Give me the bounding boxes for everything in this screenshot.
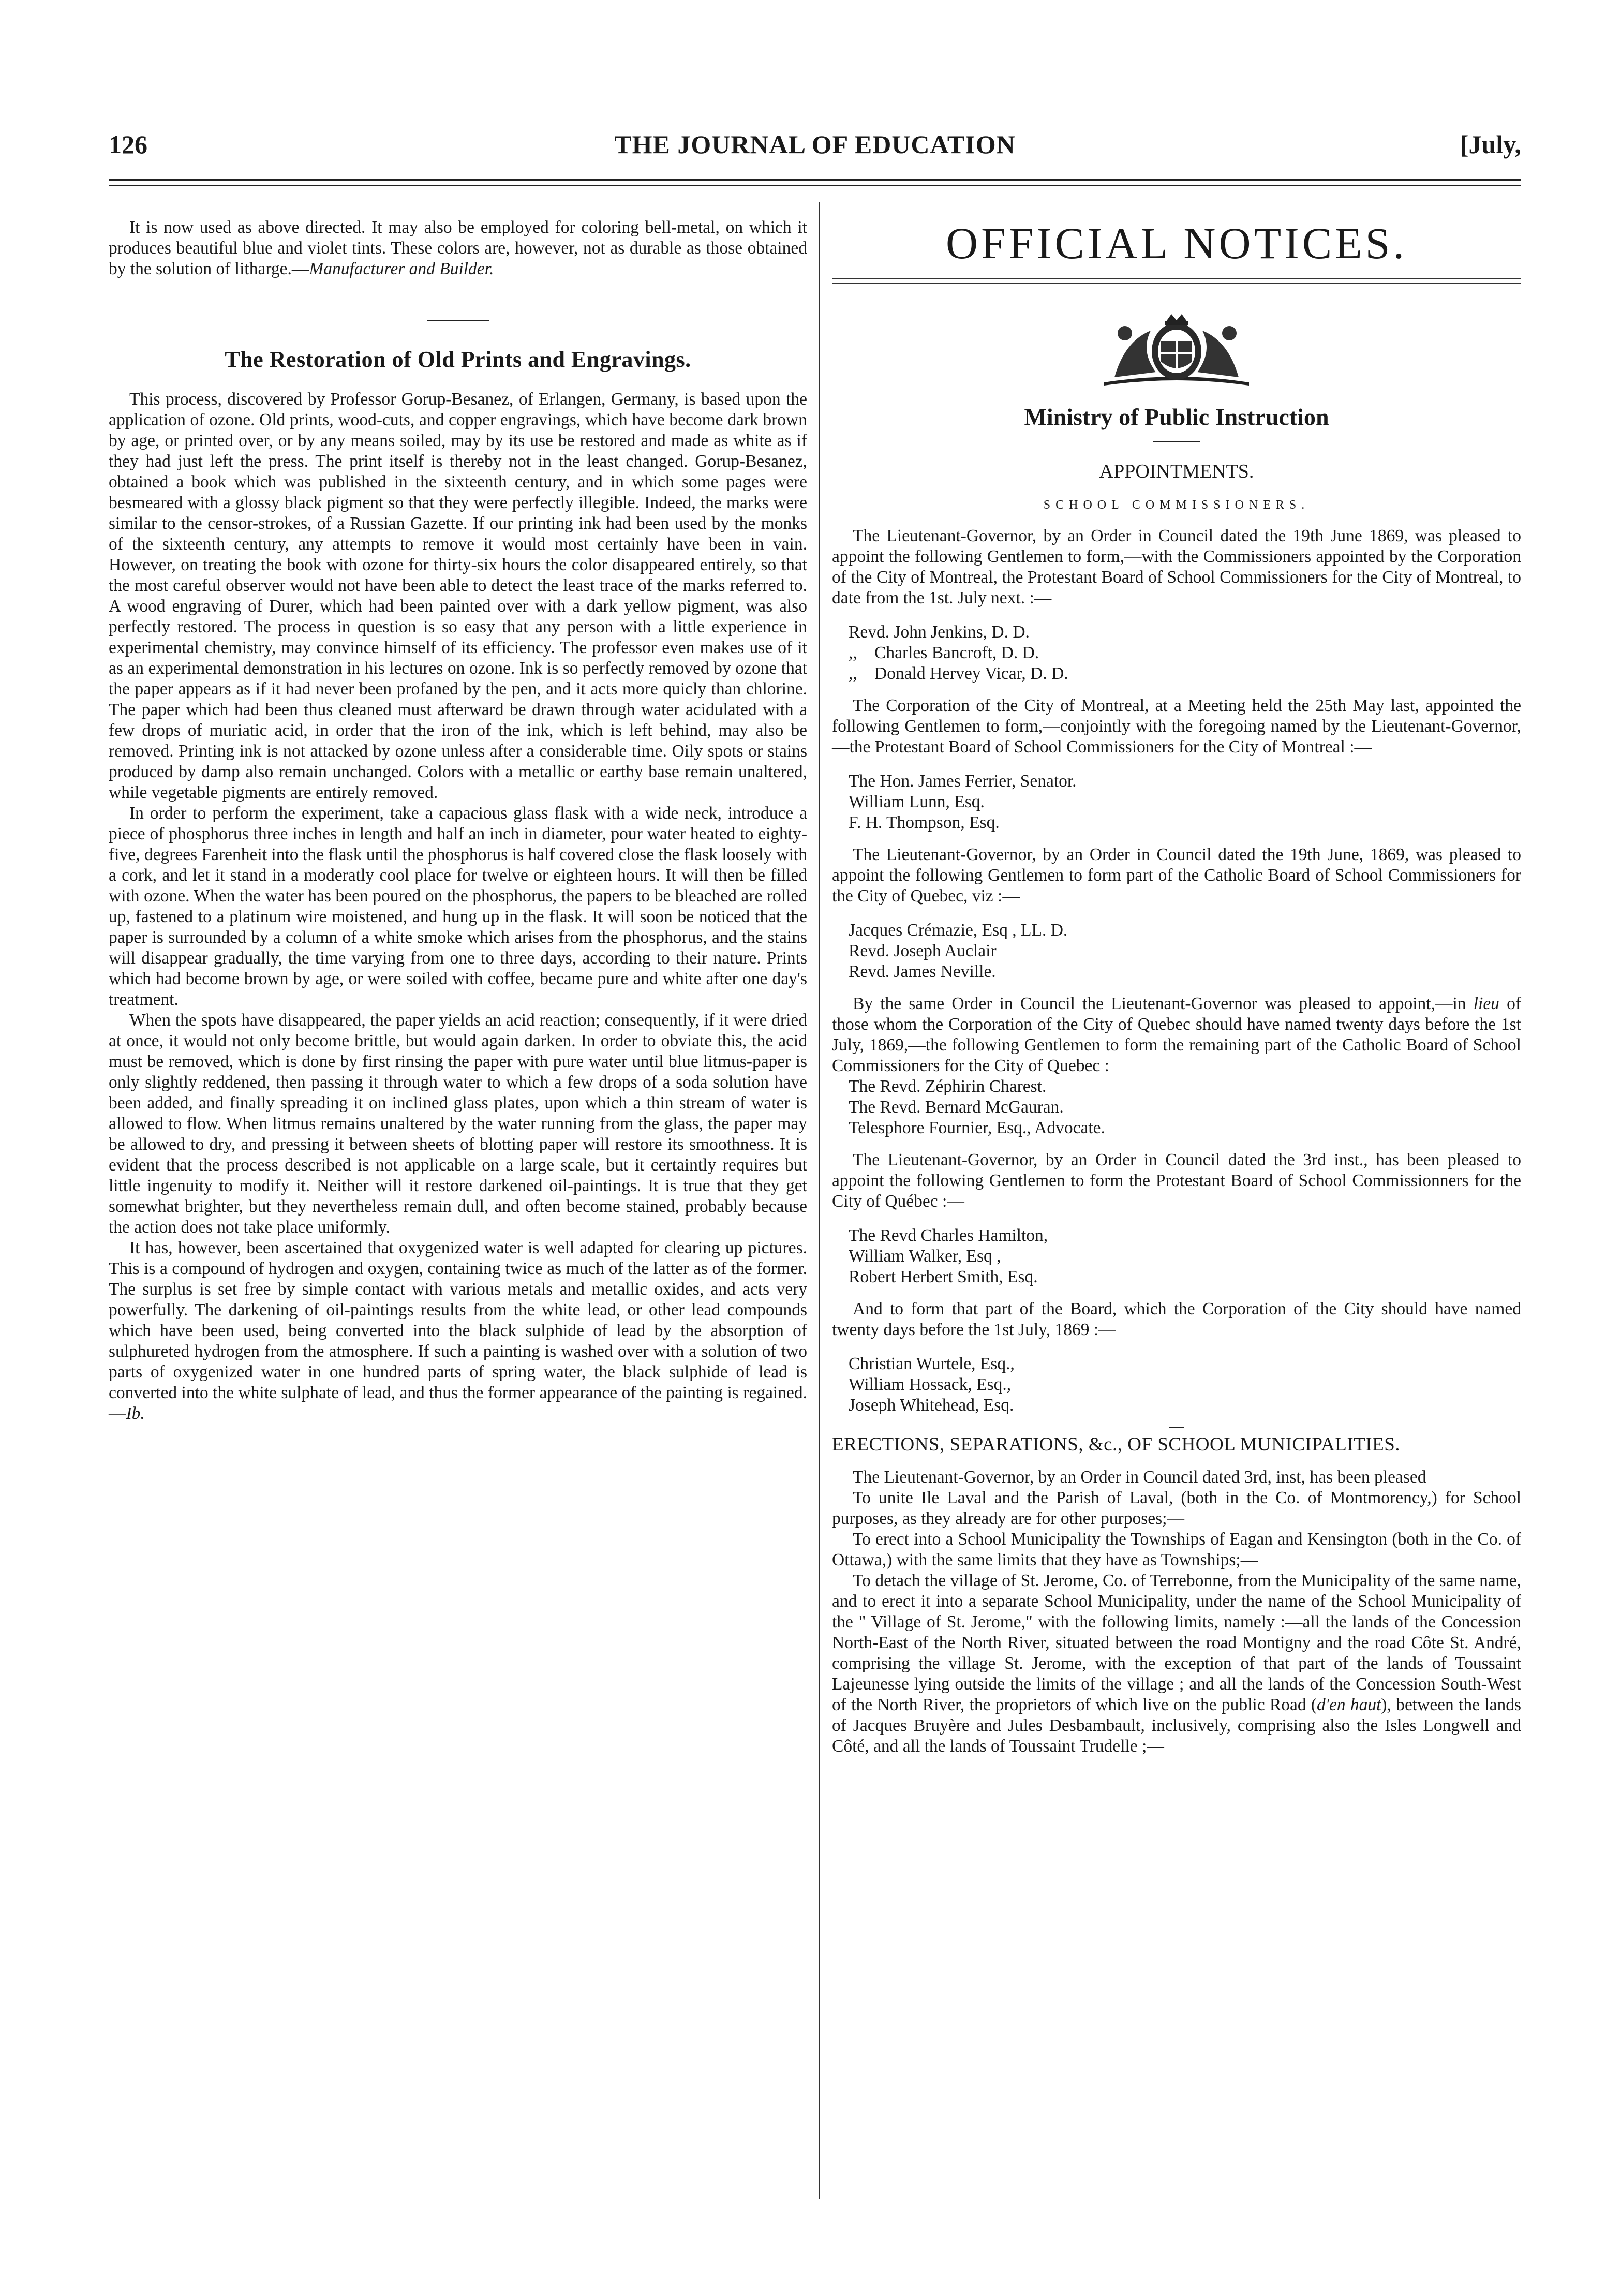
school-commissioners-heading: SCHOOL COMMISSIONERS. <box>1043 498 1310 512</box>
notice-paragraph-1: The Lieutenant-Governor, by an Order in Council dated the 19th June 1869, was pleased to appoint the following Gentlemen to form,—with the Commissioners appointed by the Corporation of the City of Montreal, the Protestant Board of School Commissioners for the City of Montreal, to date from the 1st. July next. :— <box>832 526 1521 608</box>
list-item: F. H. Thompson, Esq. <box>849 813 1000 832</box>
title-rule-1 <box>832 278 1521 279</box>
intro-paragraph: It is now used as above directed. It may also be employed for coloring bell-metal, on which it produces beautiful blue and violet tints. These colors are, however, not as durable as those obtained by the solution of litharge.—Manufacturer and Builder. <box>109 218 807 278</box>
notice-paragraph-4: By the same Order in Council the Lieutenant-Governor was pleased to appoint,—in lieu of those whom the Corporation of the City of Quebec should have named twenty days before the 1st July, 1869,—the following Gentlemen to form the remaining part of the Catholic Board of School Commissioners for the City of Quebec : <box>832 994 1521 1075</box>
list-item: William Walker, Esq , <box>849 1247 1001 1266</box>
article-paragraph-2: In order to perform the experiment, take a capacious glass flask with a wide neck, introduce a piece of phosphorus three inches in length and half an inch in diameter, pour water heated to eighty-five, degrees Farenheit into the flask until the phosphorus is half covered close the flask loosely with a cork, and let it stand in a moderatly cool place for twelve or eighteen hours. It will then be filled with ozone. When the water has been poured on the phosphorus, the papers to be bleached are rolled up, fastened to a platinum wire moistened, and hung up in the flask. It will soon be noticed that the paper is surrounded by a column of a white smoke which arises from the phosphorus, and the stains will disappear gradually, the time varying from one to three days, according to their nature. Prints which had become brown by age, or were soiled with coffee, became pure and white after one day's treatment. <box>109 804 807 1009</box>
article-paragraph-3: When the spots have disappeared, the paper yields an acid reaction; consequently, if it were dried at once, it would not only become brittle, but would again darken. In order to obviate this, the acid must be removed, which is done by first rinsing the paper with pure water until blue litmus-paper is only slightly reddened, then passing it through water to which a few drops of a soda solution have been added, and finally spreading it on inclined glass plates, upon which a thin stream of water is allowed to flow. When litmus remains unaltered by the water running from the glass, the paper may be allowed to dry, and pressing it between sheets of blotting paper will restore its smoothness. It is evident that the process described is not applicable on a large scale, but it certaintly requires but little ingenuity to modify it. Neither will it restore darkened oil-paintings. It is true that they get somewhat brighter, but they nevertheless remain dull, and often become stained, probably because the action does not take place uniformly. <box>109 1011 807 1237</box>
article-separator <box>427 320 489 321</box>
erection-paragraph-1: The Lieutenant-Governor, by an Order in Council dated 3rd, inst, has been pleased <box>853 1468 1426 1487</box>
title-rule-2 <box>832 283 1521 284</box>
list-item: Robert Herbert Smith, Esq. <box>849 1267 1038 1286</box>
erections-heading: ERECTIONS, SEPARATIONS, &c., OF SCHOOL MUNICIPALITIES. <box>832 1434 1401 1455</box>
list-item: ,, Charles Bancroft, D. D. <box>849 643 1039 662</box>
notice-paragraph-2: The Corporation of the City of Montreal, at a Meeting held the 25th May last, appointed the following Gentlemen to form,—conjointly with the foregoing named by the Lieutenant-Governor,—the Protestant Board of School Commissioners for the City of Montreal :— <box>832 696 1521 757</box>
list-item: Telesphore Fournier, Esq., Advocate. <box>849 1118 1105 1137</box>
list-item: William Hossack, Esq., <box>849 1375 1012 1394</box>
running-head-month: [July, <box>1460 130 1521 159</box>
erection-paragraph-3: To erect into a School Municipality the Townships of Eagan and Kensington (both in the Co. of Ottawa,) with the same limits that they have as Townships;— <box>832 1530 1521 1569</box>
article-paragraph-1: This process, discovered by Professor Gorup-Besanez, of Erlangen, Germany, is based upon the application of ozone. Old prints, wood-cuts, and copper engravings, which have become dark brown by age, or printed over, or by any means soiled, may by its use be restored and made as white as if they had just left the press. The print itself is thereby not in the least changed. Gorup-Besanez, obtained a book which was published in the sixteenth century, and in which some pages were besmeared with a glossy black pigment so that they were perfectly illegible. Indeed, the marks were similar to the censor-strokes, of a Russian Gazette. If our printing ink had been used by the monks of the sixteenth century, any attempts to remove it would most certainly have been in vain. However, on treating the book with ozone for thirty-six hours the color disappeared entirely, so that the most careful observer would not have been able to detect the least trace of the marks referred to. A wood engraving of Durer, which had been painted over with a dark yellow pigment, was also perfectly restored. The process in question is so easy that any person with a little experience in experimental chemistry, may convince himself of its efficiency. The professor even makes use of it as an experimental demonstration in his lectures on ozone. Ink is so perfectly removed by ozone that the paper appears as if it had never been profaned by the pen, and it acts more quicly than chlorine. The paper which had been thus cleaned must afterward be drawn through water acidulated with a few drops of muriatic acid, in order that the iron of the ink, which is left behind, may also be removed. Printing ink is not attacked by ozone unless after a considerable time. Oily spots or stains produced by damp also remain unchanged. Colors with a metallic or earthy base remain unaltered, while vegetable pigments are entirely removed. <box>109 390 807 802</box>
list-item: The Revd. Bernard McGauran. <box>849 1098 1064 1117</box>
list-item: The Revd Charles Hamilton, <box>849 1226 1048 1245</box>
erections-body <box>832 1467 1521 1757</box>
list-item: William Lunn, Esq. <box>849 792 985 811</box>
list-item: Joseph Whitehead, Esq. <box>849 1396 1014 1415</box>
names-list-4 <box>832 1076 1521 1138</box>
names-list-2 <box>832 771 1521 833</box>
right-column <box>832 217 1521 1757</box>
names-list-6 <box>832 1354 1521 1416</box>
article-title: The Restoration of Old Prints and Engravings. <box>225 347 691 372</box>
left-column <box>109 217 807 1424</box>
notice-paragraph-6: And to form that part of the Board, which the Corporation of the City should have named twenty days before the 1st July, 1869 :— <box>832 1299 1521 1339</box>
article-paragraph-4: It has, however, been ascertained that oxygenized water is well adapted for clearing up pictures. This is a compound of hydrogen and oxygen, containing twice as much of the latter as of the former. The surplus is set free by simple contact with various metals and metallic oxides, and acts very powerfully. The darkening of oil-paintings results from the white lead, or other lead compounds which have been used, being converted into the black sulphide of lead by the absorption of sulphureted hydrogen from the atmosphere. If such a painting is washed over with a solution of two parts of oxygenized water in one hundred parts of spring water, the black sulphide of lead is converted into the white sulphate of lead, and thus the former appearance of the painting is regained.—Ib. <box>109 1238 807 1423</box>
royal-coat-of-arms-icon <box>1094 310 1259 388</box>
list-item: Revd. James Neville. <box>849 962 996 981</box>
ministry-rule <box>1153 441 1200 442</box>
names-list-1 <box>832 622 1521 684</box>
official-notices-title: OFFICIAL NOTICES. <box>946 218 1407 268</box>
list-item: Revd. John Jenkins, D. D. <box>849 623 1030 642</box>
list-item: Revd. Joseph Auclair <box>849 941 997 960</box>
header-rule-thick <box>109 179 1521 181</box>
list-item: Christian Wurtele, Esq., <box>849 1354 1015 1373</box>
journal-title: THE JOURNAL OF EDUCATION <box>614 130 1016 159</box>
names-list-3 <box>832 920 1521 982</box>
ministry-heading: Ministry of Public Instruction <box>1024 404 1329 430</box>
appointments-heading: APPOINTMENTS. <box>1099 461 1254 482</box>
list-item: The Hon. James Ferrier, Senator. <box>849 772 1077 791</box>
erections-rule <box>1169 1427 1184 1428</box>
erection-paragraph-2: To unite Ile Laval and the Parish of Laval, (both in the Co. of Montmorency,) for School purposes, as they already are for other purposes;— <box>832 1488 1521 1528</box>
erection-paragraph-4: To detach the village of St. Jerome, Co. of Terrebonne, from the Municipality of the same name, and to erect it into a separate School Municipality, under the name of the School Municipality of the " Village of St. Jerome," with the following limits, namely :—all the lands of the Concession North-East of the North River, situated between the road Montigny and the road Côte St. André, comprising the village St. Jerome, with the exception of that part of the lands of Toussaint Lajeunesse lying outside the limits of the village ; and all the lands of the Concession South-West of the North River, the proprietors of which live on the public Road (d'en haut), between the lands of Jacques Bruyère and Jules Desbambault, inclusively, comprising also the Isles Longwell and Côté, and all the lands of Toussaint Trudelle ;— <box>832 1571 1522 1756</box>
column-divider <box>819 202 820 2199</box>
list-item: Jacques Crémazie, Esq , LL. D. <box>849 921 1068 940</box>
running-head <box>109 129 1521 171</box>
list-item: ,, Donald Hervey Vicar, D. D. <box>849 664 1068 683</box>
notice-paragraph-5: The Lieutenant-Governor, by an Order in Council dated the 3rd inst., has been pleased to appoint the following Gentlemen to form the Protestant Board of School Commissionners for the City of Québec :— <box>832 1150 1521 1211</box>
header-rule-thin <box>109 185 1521 186</box>
page-number: 126 <box>109 130 147 159</box>
names-list-5 <box>832 1225 1521 1287</box>
notice-paragraph-3: The Lieutenant-Governor, by an Order in Council dated the 19th June, 1869, was pleased to appoint the following Gentlemen to form part of the Catholic Board of School Commissioners for the City of Quebec, viz :— <box>832 845 1521 906</box>
list-item: The Revd. Zéphirin Charest. <box>849 1077 1047 1096</box>
